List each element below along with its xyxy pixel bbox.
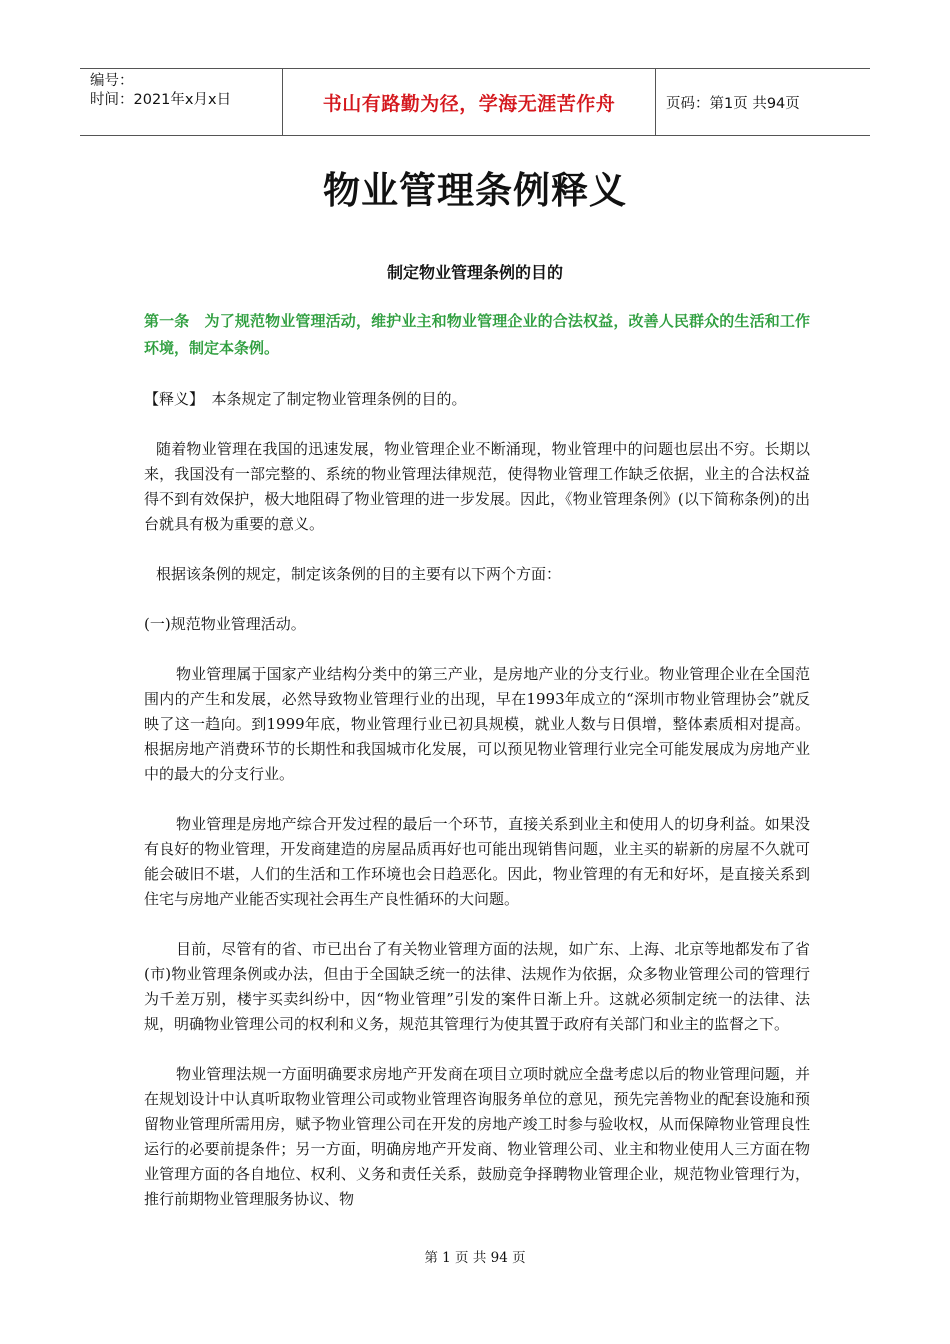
section-title: 制定物业管理条例的目的 bbox=[386, 263, 563, 282]
article-1: 第一条 为了规范物业管理活动，维护业主和物业管理企业的合法权益，改善人民群众的生活和工作环境，制定本条例。 bbox=[144, 312, 810, 357]
document-title: 物业管理条例释义 bbox=[323, 169, 627, 212]
paragraph: 物业管理是房地产综合开发过程的最后一个环节，直接关系到业主和使用人的切身利益。如果没有良好的物业管理，开发商建造的房屋品质再好也可能出现销售问题，业主买的崭新的房屋不久就可能会破旧不堪，人们的生活和工作环境也会日趋恶化。因此，物业管理的有无和好坏，是直接关系到住宅与房地产业能否实现社会再生产良性循环的大问题。 bbox=[144, 815, 810, 908]
time-label: 时间：2021年x月x日 bbox=[90, 92, 232, 108]
paragraph: 根据该条例的规定，制定该条例的目的主要有以下两个方面： bbox=[156, 565, 562, 583]
header-motto-cell bbox=[282, 69, 656, 135]
header-page-cell bbox=[656, 69, 870, 135]
paragraph: (一)规范物业管理活动。 bbox=[144, 615, 306, 633]
paragraph: 物业管理属于国家产业结构分类中的第三产业，是房地产业的分支行业。物业管理企业在全国范围内的产生和发展，必然导致物业管理行业的出现，早在1993年成立的“深圳市物业管理协会”就反映了这一趋向。到1999年底，物业管理行业已初具规模，就业人数与日俱增，整体素质相对提高。根据房地产消费环节的长期性和我国城市化发展，可以预见物业管理行业完全可能发展成为房地产业中的最大的分支行业。 bbox=[144, 665, 810, 783]
document-body bbox=[144, 308, 810, 1237]
number-label: 编号： bbox=[90, 73, 134, 89]
page-info: 页码：第1页 共94页 bbox=[666, 95, 800, 112]
paragraph: 物业管理法规一方面明确要求房地产开发商在项目立项时就应全盘考虑以后的物业管理问题，并在规划设计中认真听取物业管理公司或物业管理咨询服务单位的意见，预先完善物业的配套设施和预留物业管理所需用房，赋予物业管理公司在开发的房地产竣工时参与验收权，从而保障物业管理良性运行的必要前提条件；另一方面，明确房地产开发商、物业管理公司、业主和物业使用人三方面在物业管理方面的各自地位、权利、义务和责任关系，鼓励竞争择聘物业管理企业，规范物业管理行为，推行前期物业管理服务协议、物 bbox=[144, 1065, 810, 1208]
page-footer: 第 1 页 共 94 页 bbox=[424, 1250, 526, 1266]
motto: 书山有路勤为径，学海无涯苦作舟 bbox=[322, 92, 616, 115]
interpretation: 【释义】 本条规定了制定物业管理条例的目的。 bbox=[144, 390, 467, 408]
paragraph: 随着物业管理在我国的迅速发展，物业管理企业不断涌现，物业管理中的问题也层出不穷。长期以来，我国没有一部完整的、系统的物业管理法律规范，使得物业管理工作缺乏依据，业主的合法权益得不到有效保护，极大地阻碍了物业管理的进一步发展。因此，《物业管理条例》(以下简称条例)的出台就具有极为重要的意义。 bbox=[144, 440, 810, 533]
paragraph: 目前，尽管有的省、市已出台了有关物业管理方面的法规，如广东、上海、北京等地都发布了省(市)物业管理条例或办法，但由于全国缺乏统一的法律、法规作为依据，众多物业管理公司的管理行为千差万别，楼宇买卖纠纷中，因“物业管理”引发的案件日渐上升。这就必须制定统一的法律、法规，明确物业管理公司的权利和义务，规范其管理行为使其置于政府有关部门和业主的监督之下。 bbox=[144, 940, 810, 1033]
header-meta bbox=[80, 69, 282, 135]
header-table bbox=[80, 68, 870, 136]
